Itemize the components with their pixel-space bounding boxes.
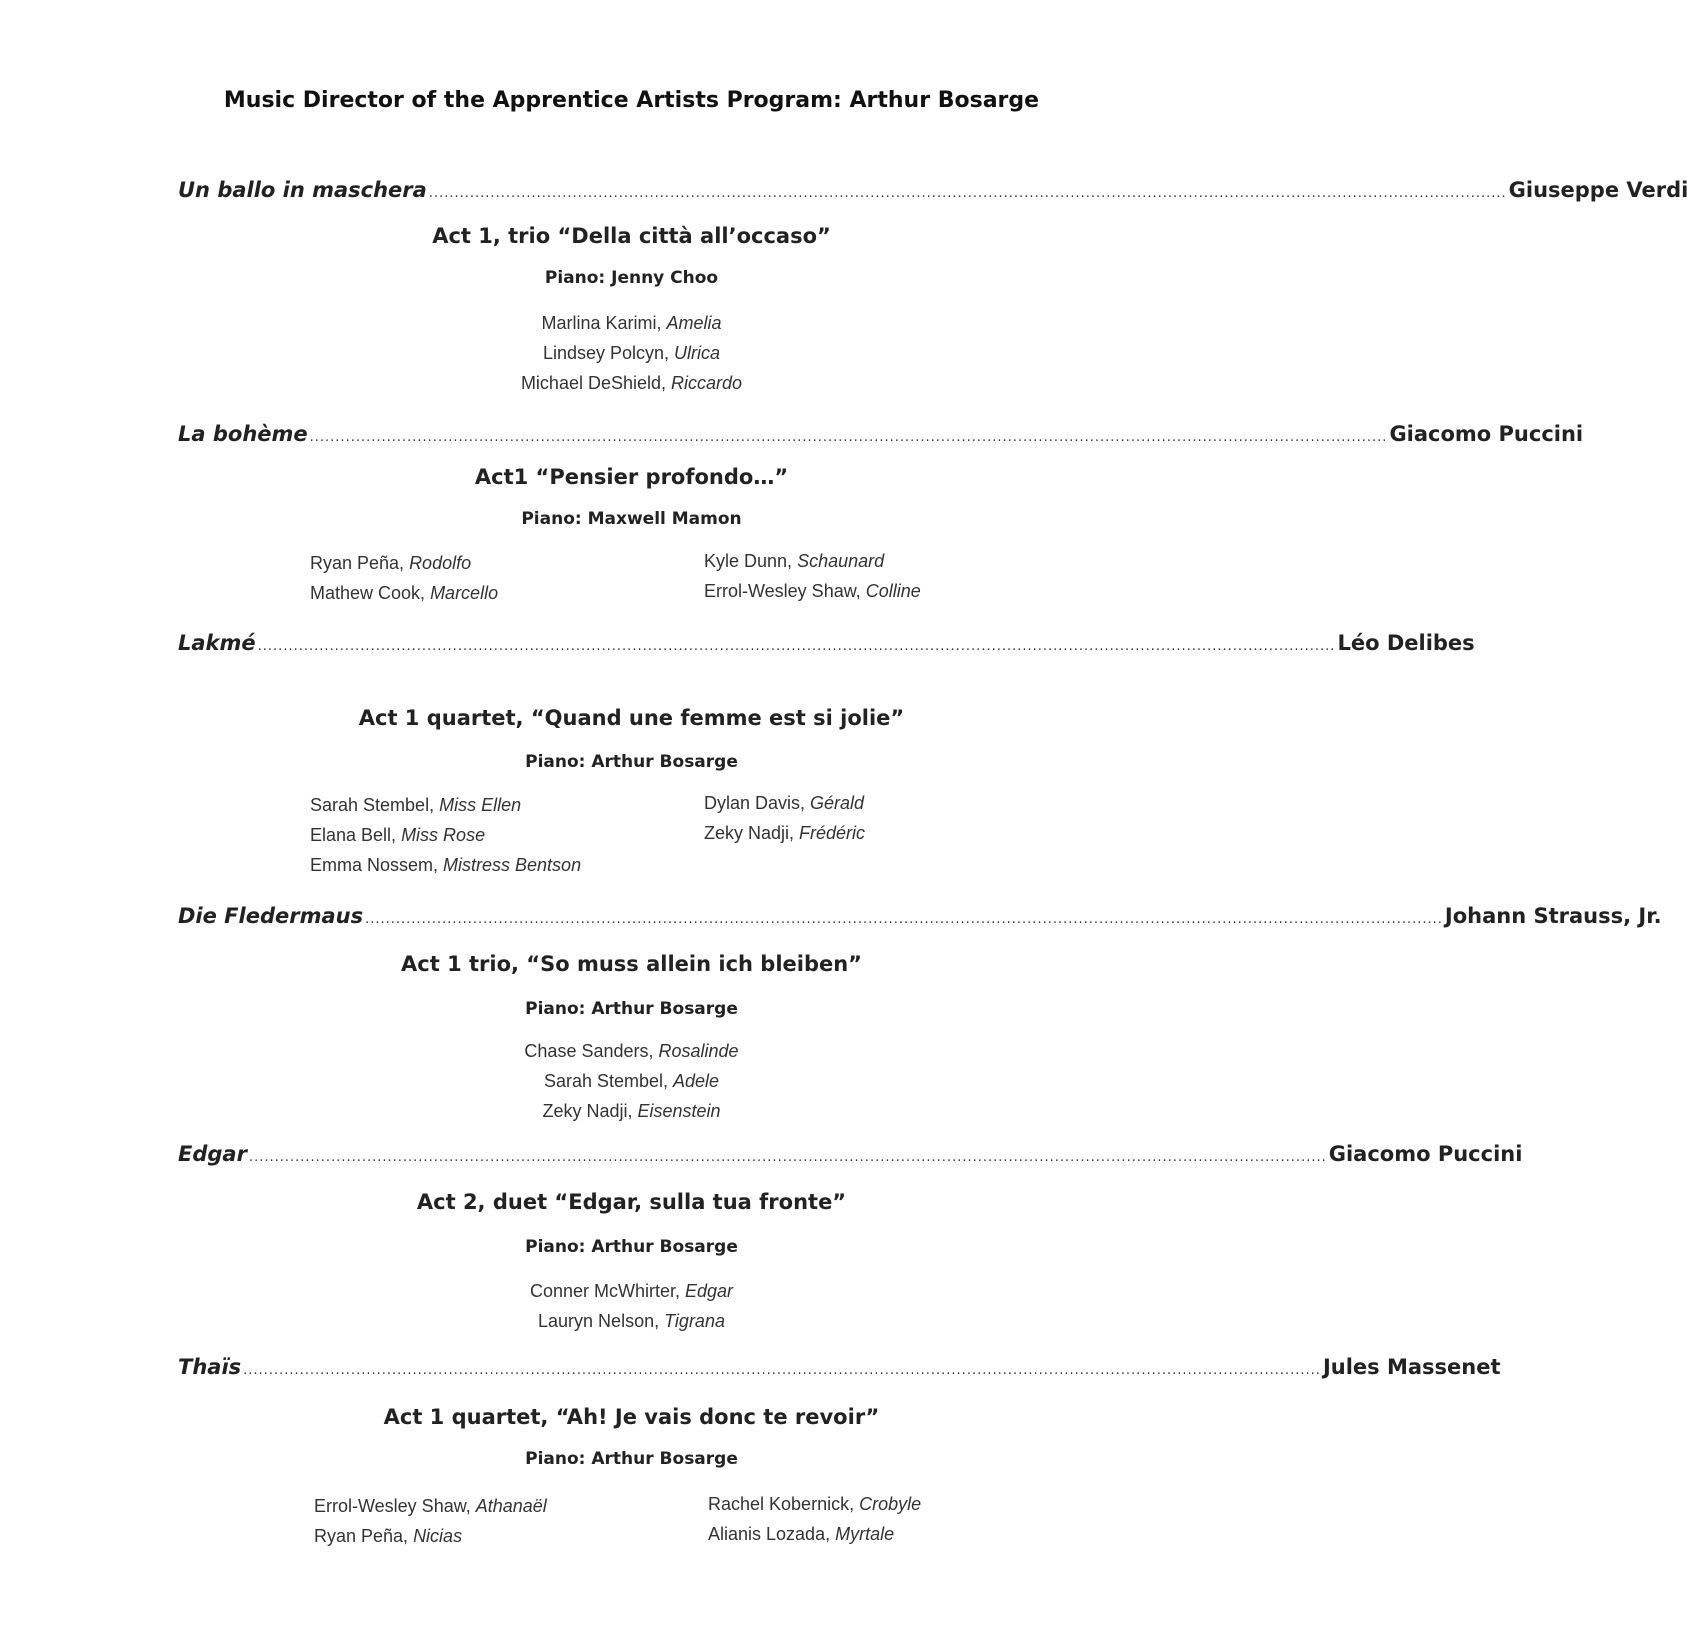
cast-member: Elana Bell, Miss Rose: [310, 825, 486, 845]
composer-name: Jules Massenet: [1322, 1355, 1501, 1379]
cast-member: Zeky Nadji, Frédéric: [704, 823, 866, 843]
opera-title: Lakmé: [178, 631, 256, 655]
pianist: Piano: Arthur Bosarge: [525, 999, 738, 1019]
dot-leader: ..................................................................................................................................................................................................................: [257, 639, 1336, 654]
composer-name: Johann Strauss, Jr.: [1444, 904, 1662, 928]
composer-name: Léo Delibes: [1337, 631, 1475, 655]
dot-leader: ..................................................................................................................................................................................................................: [365, 912, 1443, 927]
program-entry: [178, 422, 1584, 446]
composer-name: Giuseppe Verdi: [1508, 178, 1688, 202]
dot-leader: ..................................................................................................................................................................................................................: [248, 1150, 1327, 1165]
page-title: Music Director of the Apprentice Artists Program: Arthur Bosarge: [223, 88, 1040, 113]
excerpt-title: Act 1 quartet, “Quand une femme est si jolie”: [358, 706, 905, 730]
pianist: Piano: Jenny Choo: [544, 268, 719, 288]
opera-title: Die Fledermaus: [178, 904, 364, 928]
cast-list: [0, 308, 1263, 398]
pianist: Piano: Arthur Bosarge: [525, 1449, 738, 1469]
pianist: Piano: Arthur Bosarge: [525, 1237, 738, 1257]
cast-member: Zeky Nadji, Eisenstein: [542, 1101, 721, 1121]
cast-column-left: [310, 548, 498, 608]
program-entry: [178, 1355, 1501, 1379]
cast-member: Sarah Stembel, Miss Ellen: [310, 795, 522, 815]
composer-name: Giacomo Puccini: [1389, 422, 1584, 446]
cast-column-right: [704, 546, 921, 606]
cast-column-right: [704, 788, 865, 848]
program-entry: [178, 904, 1662, 928]
cast-member: Lindsey Polcyn, Ulrica: [542, 343, 721, 363]
cast-member: Dylan Davis, Gérald: [704, 793, 865, 813]
excerpt-title: Act 1 trio, “So muss allein ich bleiben”: [401, 952, 862, 976]
cast-member: Marlina Karimi, Amelia: [541, 313, 722, 333]
excerpt-title: Act 2, duet “Edgar, sulla tua fronte”: [416, 1190, 847, 1214]
dot-leader: ..................................................................................................................................................................................................................: [309, 430, 1388, 445]
composer-name: Giacomo Puccini: [1328, 1142, 1523, 1166]
cast-column-right: [708, 1489, 921, 1549]
pianist: Piano: Maxwell Mamon: [521, 509, 742, 529]
excerpt-title: Act1 “Pensier profondo…”: [474, 465, 789, 489]
opera-title: Un ballo in maschera: [178, 178, 427, 202]
excerpt-title: Act 1 quartet, “Ah! Je vais donc te revoir”: [383, 1405, 880, 1429]
cast-list: [0, 1276, 1263, 1336]
cast-member: Michael DeShield, Riccardo: [520, 373, 743, 393]
cast-member: Rachel Kobernick, Crobyle: [708, 1494, 922, 1514]
cast-member: Alianis Lozada, Myrtale: [708, 1524, 895, 1544]
cast-member: Ryan Peña, Nicias: [314, 1526, 463, 1546]
program-entry: [178, 178, 1688, 202]
opera-title: La bohème: [178, 422, 308, 446]
pianist: Piano: Arthur Bosarge: [525, 752, 738, 772]
cast-column-left: [314, 1491, 547, 1551]
cast-member: Conner McWhirter, Edgar: [529, 1281, 734, 1301]
cast-member: Kyle Dunn, Schaunard: [704, 551, 885, 571]
cast-member: Chase Sanders, Rosalinde: [524, 1041, 739, 1061]
dot-leader: ..................................................................................................................................................................................................................: [428, 186, 1507, 201]
dot-leader: ..................................................................................................................................................................................................................: [243, 1363, 1321, 1378]
cast-member: Lauryn Nelson, Tigrana: [538, 1311, 725, 1331]
excerpt-title: Act 1, trio “Della città all’occaso”: [432, 224, 831, 248]
cast-column-left: [310, 790, 581, 880]
opera-title: Edgar: [178, 1142, 247, 1166]
opera-title: Thaïs: [178, 1355, 242, 1379]
cast-member: Errol-Wesley Shaw, Athanaël: [314, 1496, 547, 1516]
cast-list: [0, 1036, 1263, 1126]
program-entry: [178, 631, 1475, 655]
cast-member: Ryan Peña, Rodolfo: [310, 553, 472, 573]
cast-member: Emma Nossem, Mistress Bentson: [310, 855, 582, 875]
program-entry: [178, 1142, 1523, 1166]
cast-member: Errol-Wesley Shaw, Colline: [704, 581, 921, 601]
cast-member: Mathew Cook, Marcello: [310, 583, 499, 603]
cast-member: Sarah Stembel, Adele: [543, 1071, 720, 1091]
